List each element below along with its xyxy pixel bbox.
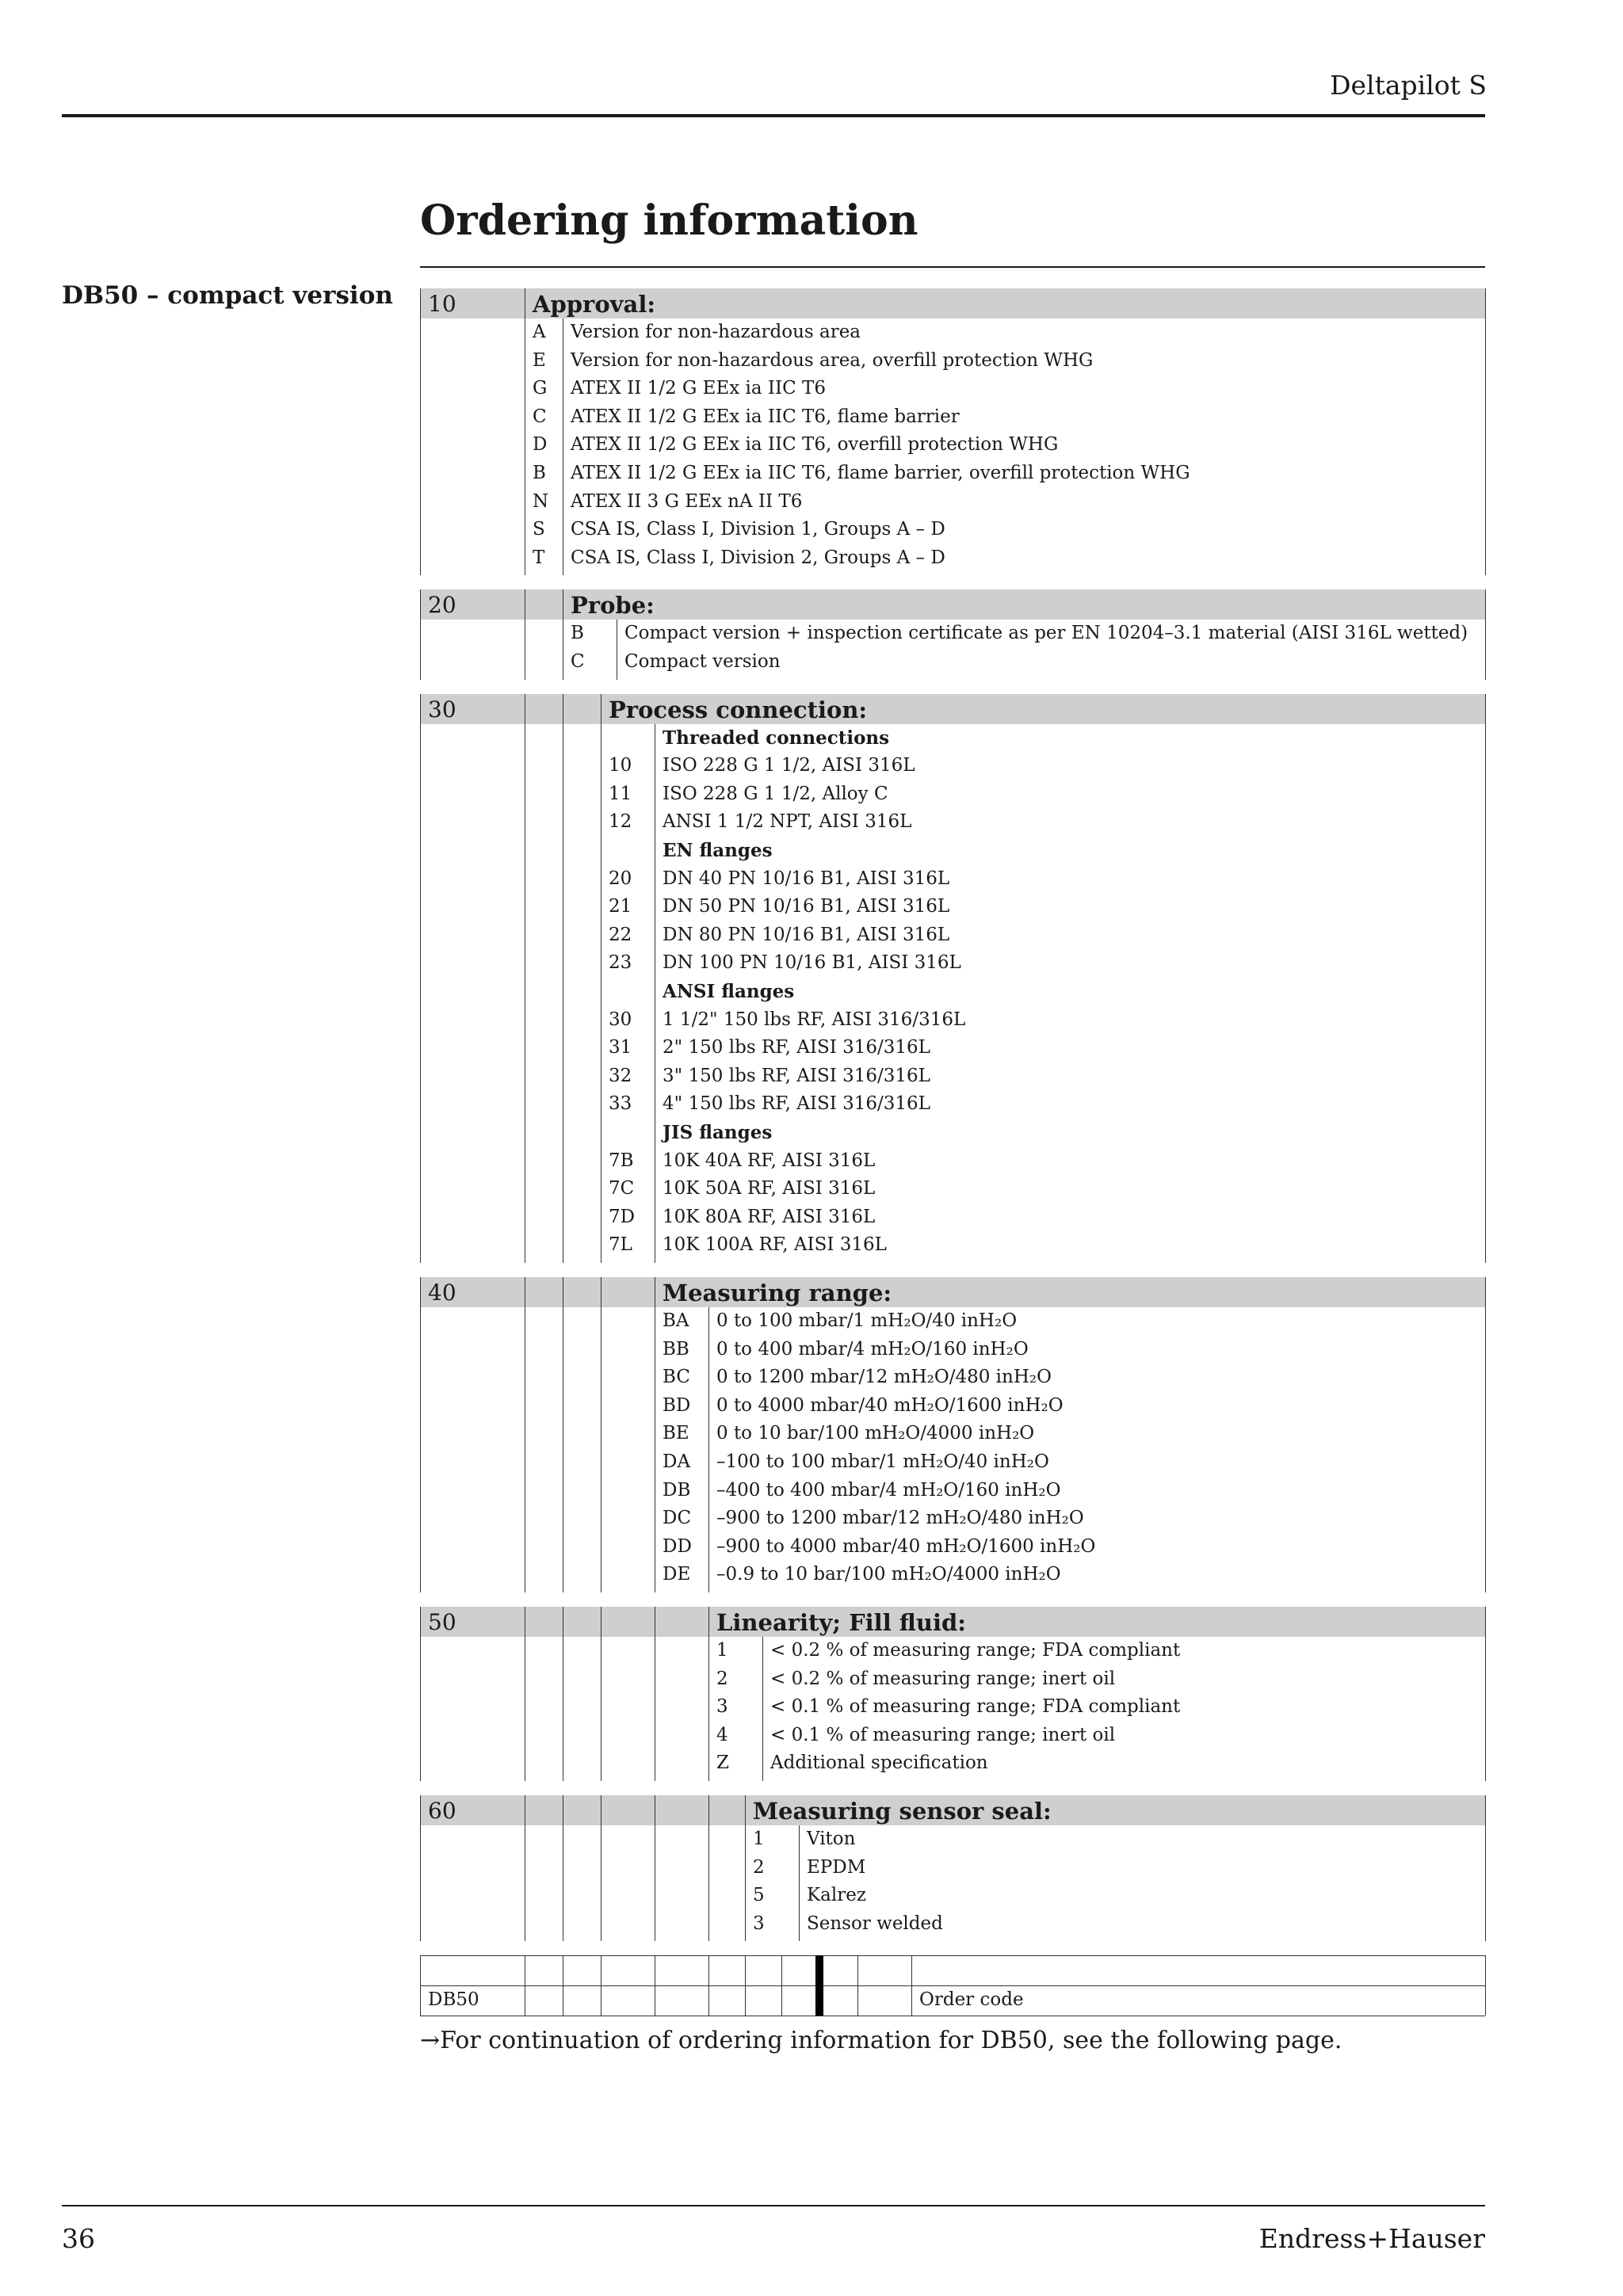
- option-group-heading: EN flanges: [663, 840, 773, 861]
- order-code-box-divider: [911, 1955, 912, 2016]
- order-code-box-divider: [781, 1955, 782, 2016]
- option-code: BA: [663, 1310, 689, 1331]
- option-description: 2" 150 lbs RF, AISI 316/316L: [663, 1037, 930, 1058]
- option-group-heading: JIS flanges: [663, 1122, 773, 1143]
- option-description: 0 to 1200 mbar/12 mH₂O/480 inH₂O: [716, 1367, 1052, 1388]
- table-right-border: [1485, 694, 1486, 1263]
- option-code: 7L: [609, 1234, 632, 1256]
- option-description: 10K 50A RF, AISI 316L: [663, 1178, 876, 1199]
- option-description: 0 to 10 bar/100 mH₂O/4000 inH₂O: [716, 1423, 1035, 1444]
- option-description: ANSI 1 1/2 NPT, AISI 316L: [663, 811, 912, 833]
- order-code-right-border: [1485, 1955, 1486, 2016]
- table-right-border: [1485, 288, 1486, 575]
- option-description: 10K 40A RF, AISI 316L: [663, 1150, 876, 1171]
- option-description: < 0.2 % of measuring range; inert oil: [770, 1668, 1116, 1689]
- column-divider: [799, 1825, 800, 1941]
- option-code: 20: [609, 868, 632, 889]
- section-title: Approval:: [533, 291, 656, 318]
- option-description: Sensor welded: [807, 1913, 943, 1934]
- section-number: 10: [428, 291, 456, 317]
- option-code: DE: [663, 1564, 691, 1585]
- section-number: 40: [428, 1280, 456, 1306]
- option-code: 31: [609, 1037, 632, 1058]
- table-left-border: [420, 288, 421, 575]
- option-description: ATEX II 1/2 G EEx ia IIC T6, flame barrier: [571, 406, 960, 427]
- order-code-table: [420, 288, 1485, 2011]
- option-code: 12: [609, 811, 632, 833]
- option-description: CSA IS, Class I, Division 2, Groups A – D: [571, 547, 945, 568]
- order-code-separator-bar: [815, 1955, 823, 2016]
- option-description: DN 40 PN 10/16 B1, AISI 316L: [663, 868, 950, 889]
- option-code: BB: [663, 1338, 689, 1360]
- option-code: S: [533, 519, 545, 540]
- option-description: –100 to 100 mbar/1 mH₂O/40 inH₂O: [716, 1451, 1049, 1472]
- option-description: –0.9 to 10 bar/100 mH₂O/4000 inH₂O: [716, 1564, 1061, 1585]
- option-description: 10K 80A RF, AISI 316L: [663, 1206, 876, 1227]
- section-label: DB50 – compact version: [62, 281, 393, 310]
- option-code: 30: [609, 1009, 632, 1030]
- title-rule: [420, 266, 1485, 268]
- order-code-box-divider: [857, 1955, 858, 2016]
- header-title: Deltapilot S: [1330, 70, 1487, 101]
- section-title: Measuring range:: [663, 1280, 892, 1306]
- table-left-border: [420, 694, 421, 1263]
- table-left-border: [420, 1795, 421, 1941]
- option-description: Kalrez: [807, 1885, 866, 1906]
- section-title: Linearity; Fill fluid:: [716, 1609, 966, 1636]
- column-divider: [708, 1607, 709, 1781]
- option-description: 0 to 100 mbar/1 mH₂O/40 inH₂O: [716, 1310, 1018, 1331]
- option-description: –400 to 400 mbar/4 mH₂O/160 inH₂O: [716, 1479, 1061, 1501]
- header-rule: [62, 114, 1485, 117]
- column-divider: [762, 1637, 763, 1781]
- option-code: 2: [753, 1856, 765, 1878]
- option-description: 1 1/2" 150 lbs RF, AISI 316/316L: [663, 1009, 966, 1030]
- order-code-left-border: [420, 1955, 421, 2016]
- order-code-box-divider: [708, 1955, 709, 2016]
- option-code: DD: [663, 1535, 692, 1557]
- section-title: Probe:: [571, 592, 655, 620]
- order-code-prefix: DB50: [428, 1989, 479, 2011]
- option-group-heading: ANSI flanges: [663, 981, 795, 1002]
- option-description: DN 100 PN 10/16 B1, AISI 316L: [663, 952, 961, 974]
- option-code: DB: [663, 1479, 691, 1501]
- order-code-label: Order code: [919, 1989, 1024, 2011]
- option-description: ATEX II 1/2 G EEx ia IIC T6: [571, 378, 826, 399]
- option-code: BC: [663, 1367, 690, 1388]
- option-code: 33: [609, 1093, 632, 1115]
- table-right-border: [1485, 589, 1486, 679]
- option-code: 23: [609, 952, 632, 974]
- option-code: 1: [753, 1829, 765, 1849]
- option-code: C: [533, 406, 547, 427]
- page-number: 36: [62, 2223, 95, 2254]
- option-description: < 0.2 % of measuring range; FDA compliant: [770, 1640, 1181, 1661]
- option-code: E: [533, 349, 546, 371]
- option-code: 7D: [609, 1206, 636, 1227]
- option-description: Version for non-hazardous area, overfill protection WHG: [571, 349, 1094, 371]
- column-divider: [708, 1307, 709, 1592]
- section-header-band: [420, 1277, 1485, 1307]
- option-code: 22: [609, 924, 632, 945]
- table-left-border: [420, 589, 421, 679]
- option-description: ATEX II 1/2 G EEx ia IIC T6, flame barrier, overfill protection WHG: [571, 463, 1190, 483]
- option-description: ATEX II 3 G EEx nA II T6: [571, 490, 803, 512]
- option-code: 32: [609, 1065, 632, 1086]
- option-code: 2: [716, 1668, 728, 1689]
- option-code: 21: [609, 896, 632, 917]
- order-code-top-border: [420, 1955, 1485, 1956]
- option-description: 3" 150 lbs RF, AISI 316/316L: [663, 1065, 930, 1086]
- option-description: Version for non-hazardous area: [571, 322, 861, 342]
- option-description: EPDM: [807, 1856, 866, 1878]
- column-divider: [745, 1795, 746, 1941]
- section-number: 50: [428, 1609, 456, 1635]
- option-code: 7C: [609, 1178, 635, 1199]
- option-description: Compact version: [624, 651, 781, 672]
- option-code: 5: [753, 1885, 765, 1906]
- option-code: D: [533, 434, 548, 456]
- option-code: G: [533, 378, 548, 399]
- section-title: Process connection:: [609, 696, 868, 723]
- option-code: 1: [716, 1640, 728, 1661]
- option-description: –900 to 4000 mbar/40 mH₂O/1600 inH₂O: [716, 1535, 1096, 1557]
- option-code: 7B: [609, 1150, 634, 1171]
- option-code: B: [533, 463, 546, 483]
- option-description: < 0.1 % of measuring range; inert oil: [770, 1724, 1116, 1745]
- order-code-middle-border: [420, 1985, 1485, 1986]
- section-number: 30: [428, 696, 456, 723]
- option-description: Compact version + inspection certificate as per EN 10204–3.1 material (AISI 316L wetted): [624, 623, 1468, 644]
- option-description: ATEX II 1/2 G EEx ia IIC T6, overfill protection WHG: [571, 434, 1059, 456]
- option-description: DN 80 PN 10/16 B1, AISI 316L: [663, 924, 950, 945]
- option-code: DA: [663, 1451, 691, 1472]
- option-code: Z: [716, 1753, 729, 1774]
- section-number: 20: [428, 592, 456, 619]
- option-code: DC: [663, 1508, 692, 1529]
- option-description: Viton: [807, 1829, 856, 1849]
- section-header-band: [420, 694, 1485, 724]
- option-description: < 0.1 % of measuring range; FDA compliant: [770, 1696, 1181, 1718]
- table-left-border: [420, 1607, 421, 1781]
- section-number: 60: [428, 1798, 456, 1824]
- option-code: C: [571, 651, 585, 672]
- option-description: –900 to 1200 mbar/12 mH₂O/480 inH₂O: [716, 1508, 1084, 1529]
- option-description: 4" 150 lbs RF, AISI 316/316L: [663, 1093, 930, 1115]
- option-code: 10: [609, 755, 632, 776]
- continuation-note: →For continuation of ordering information for DB50, see the following page.: [420, 2027, 1342, 2055]
- footer-rule: [62, 2205, 1485, 2206]
- section-title: Measuring sensor seal:: [753, 1798, 1052, 1825]
- option-code: A: [533, 322, 546, 342]
- option-group-heading: Threaded connections: [663, 727, 890, 749]
- option-code: 3: [753, 1913, 765, 1934]
- option-code: 4: [716, 1724, 728, 1745]
- option-description: 0 to 400 mbar/4 mH₂O/160 inH₂O: [716, 1338, 1029, 1360]
- option-code: 3: [716, 1696, 728, 1718]
- table-right-border: [1485, 1795, 1486, 1941]
- option-description: DN 50 PN 10/16 B1, AISI 316L: [663, 896, 950, 917]
- option-code: BD: [663, 1394, 691, 1416]
- table-left-border: [420, 1277, 421, 1592]
- option-description: ISO 228 G 1 1/2, AISI 316L: [663, 755, 915, 776]
- order-code-box-divider: [745, 1955, 746, 2016]
- table-right-border: [1485, 1277, 1486, 1592]
- option-code: 11: [609, 783, 632, 804]
- option-code: B: [571, 623, 584, 644]
- option-description: CSA IS, Class I, Division 1, Groups A – D: [571, 519, 945, 540]
- option-description: Additional specification: [770, 1753, 988, 1774]
- option-description: 10K 100A RF, AISI 316L: [663, 1234, 887, 1256]
- option-description: 0 to 4000 mbar/40 mH₂O/1600 inH₂O: [716, 1394, 1064, 1416]
- publisher-name: Endress+Hauser: [1258, 2223, 1485, 2254]
- option-code: T: [533, 547, 545, 568]
- page-title: Ordering information: [420, 196, 918, 245]
- table-right-border: [1485, 1607, 1486, 1781]
- column-divider: [708, 1795, 709, 1941]
- option-description: ISO 228 G 1 1/2, Alloy C: [663, 783, 888, 804]
- option-code: BE: [663, 1423, 689, 1444]
- option-code: N: [533, 490, 549, 512]
